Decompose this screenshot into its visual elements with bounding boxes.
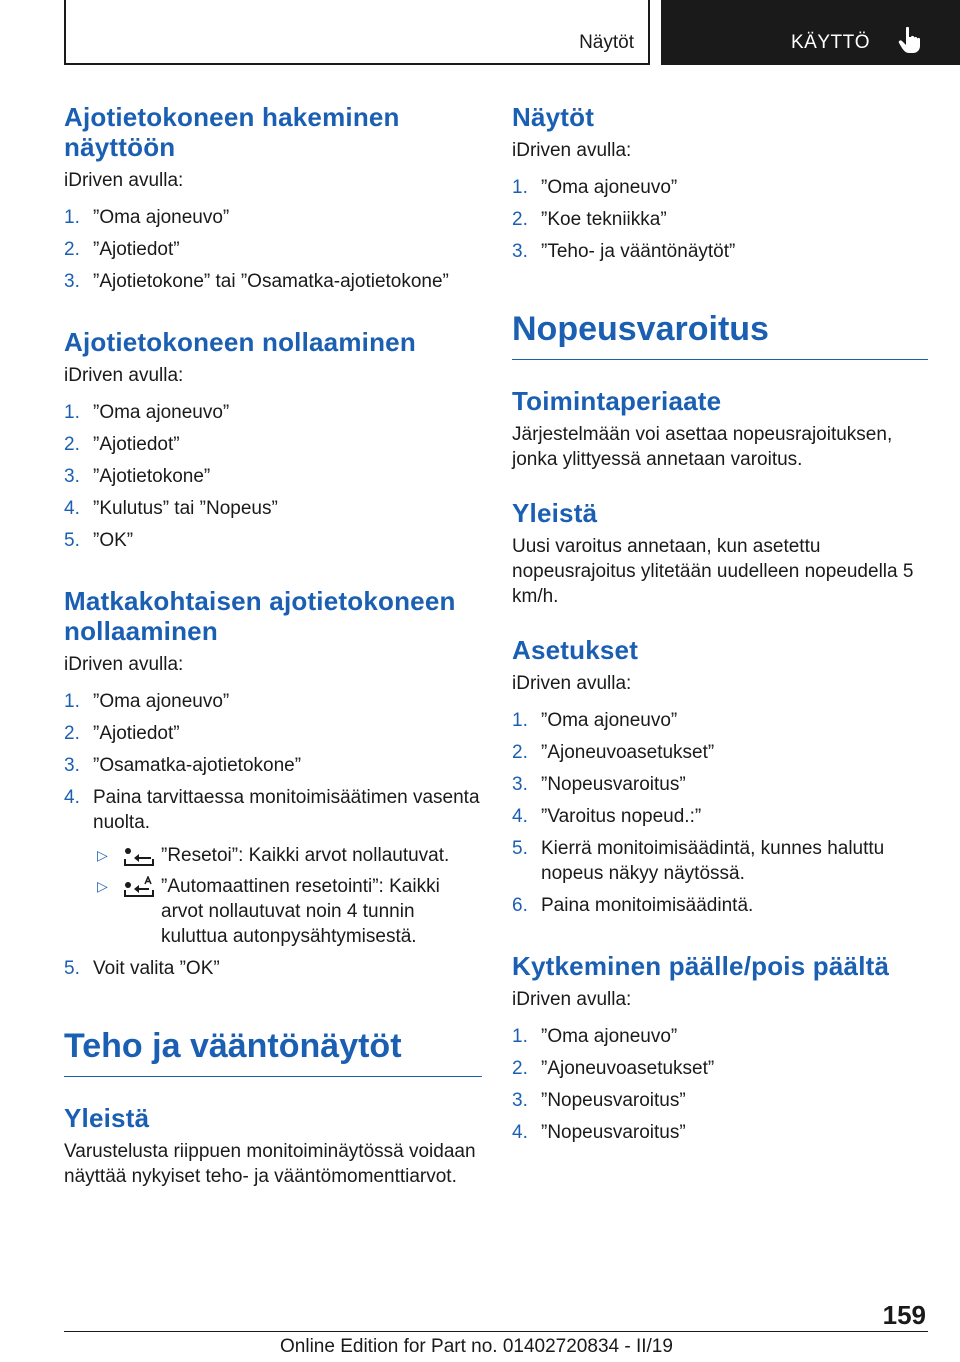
header-chapter-tab <box>661 0 960 65</box>
intro-text: iDriven avulla: <box>64 654 184 675</box>
heading-yleista: Yleistä <box>64 1103 150 1133</box>
list-item: 5. ”OK” <box>64 530 134 551</box>
triangle-bullet-icon: ▷ <box>97 878 108 894</box>
heading-naytot: Näytöt <box>512 102 595 132</box>
heading-teho-vaantonaytot: Teho ja vääntönäytöt <box>64 1026 482 1077</box>
heading-ajotietokone-hakeminen: Ajotietokoneen hakeminen näyttöön <box>64 102 400 162</box>
footer-divider <box>64 1331 928 1332</box>
list-item: 4. ”Varoitus nopeud.:” <box>512 806 702 827</box>
heading-nopeusvaroitus: Nopeusvaroitus <box>512 309 928 360</box>
list-item: 1. ”Oma ajoneuvo” <box>64 207 230 228</box>
triangle-bullet-icon: ▷ <box>97 847 108 863</box>
header-section-title: Näytöt <box>579 32 634 53</box>
list-item: 5. Voit valita ”OK” <box>64 958 220 979</box>
heading-yleista: Yleistä <box>512 498 598 528</box>
heading-asetukset: Asetukset <box>512 635 639 665</box>
list-item: 3. ”Ajotietokone” <box>64 466 211 487</box>
header-section-tab <box>64 0 650 65</box>
list-item: 2. ”Ajoneuvoasetukset” <box>512 1058 715 1079</box>
right-column <box>512 102 928 1152</box>
heading-toimintaperiaate: Toimintaperiaate <box>512 386 722 416</box>
list-item: 1. ”Oma ajoneuvo” <box>512 1026 678 1047</box>
list-item: 1. ”Oma ajoneuvo” <box>512 177 678 198</box>
list-item: 5. Kierrä monitoimisäädintä, kunnes haluttu nopeus näkyy näytössä. <box>512 838 885 884</box>
body-text: Varustelusta riippuen monitoiminäytössä voidaan näyttää nykyiset teho- ja vääntömomenttiarvot. <box>64 1141 476 1187</box>
list-item: 1. ”Oma ajoneuvo” <box>512 710 678 731</box>
list-item: 3. ”Osamatka-ajotietokone” <box>64 755 302 776</box>
intro-text: iDriven avulla: <box>512 673 632 694</box>
heading-ajotietokone-nollaaminen: Ajotietokoneen nollaaminen <box>64 327 416 357</box>
intro-text: iDriven avulla: <box>512 140 632 161</box>
hand-pointer-icon <box>897 26 923 54</box>
list-item: 4. ”Kulutus” tai ”Nopeus” <box>64 498 278 519</box>
footer-edition-text: Online Edition for Part no. 01402720834 - II/19 <box>280 1336 673 1357</box>
list-item: 2. ”Koe tekniikka” <box>512 209 667 230</box>
heading-kytkeminen: Kytkeminen päälle/pois päältä <box>512 951 890 981</box>
list-item: 4. ”Nopeusvaroitus” <box>512 1122 686 1143</box>
list-item: 3. ”Nopeusvaroitus” <box>512 1090 686 1111</box>
list-item: 4. Paina tarvittaessa monitoimisäätimen vasenta nuolta. ▷ ”Resetoi”: Kaikki arvot nollautuvat. ▷ ”Automaattinen resetointi”: Kaikki arvot nollautuvat noin 4 tunnin kuluttua autonpysähtymisestä. <box>64 785 482 949</box>
intro-text: iDriven avulla: <box>64 170 184 191</box>
steps-list <box>64 689 482 981</box>
header-chapter-title: KÄYTTÖ <box>791 32 871 53</box>
auto-reset-arrow-icon <box>123 876 155 898</box>
steps-list <box>512 1024 928 1145</box>
steps-list <box>512 175 928 264</box>
left-column <box>64 102 482 1189</box>
steps-list <box>64 400 482 553</box>
body-text: Järjestelmään voi asettaa nopeusrajoituksen, jonka ylittyessä annetaan varoitus. <box>512 424 893 470</box>
reset-arrow-icon <box>123 845 155 867</box>
list-item: 1. ”Oma ajoneuvo” <box>64 691 230 712</box>
list-item: 3. ”Teho- ja vääntönäytöt” <box>512 241 736 262</box>
list-item: 2. ”Ajotiedot” <box>64 723 180 744</box>
list-item: 2. ”Ajotiedot” <box>64 434 180 455</box>
sub-bullet-list <box>93 843 482 949</box>
list-item: 6. Paina monitoimisäädintä. <box>512 895 754 916</box>
heading-matkakohtainen-nollaaminen: Matkakohtaisen ajotietokoneen nollaaminen <box>64 586 456 646</box>
intro-text: iDriven avulla: <box>512 989 632 1010</box>
list-item: 2. ”Ajotiedot” <box>64 239 180 260</box>
list-item: 2. ”Ajoneuvoasetukset” <box>512 742 715 763</box>
page-number: 159 <box>882 1300 926 1330</box>
sub-bullet-item: ▷ ”Automaattinen resetointi”: Kaikki arvot nollautuvat noin 4 tunnin kuluttua autonpysähtymisestä. <box>97 876 440 947</box>
body-text: Uusi varoitus annetaan, kun asetettu nopeusrajoitus ylitetään uudelleen nopeudella 5 km/h. <box>512 536 914 607</box>
list-item: 3. ”Ajotietokone” tai ”Osamatka-ajotietokone” <box>64 271 449 292</box>
sub-bullet-item: ▷ ”Resetoi”: Kaikki arvot nollautuvat. <box>97 845 450 866</box>
list-item: 1. ”Oma ajoneuvo” <box>64 402 230 423</box>
list-item: 3. ”Nopeusvaroitus” <box>512 774 686 795</box>
steps-list <box>512 708 928 918</box>
intro-text: iDriven avulla: <box>64 365 184 386</box>
steps-list <box>64 205 482 294</box>
